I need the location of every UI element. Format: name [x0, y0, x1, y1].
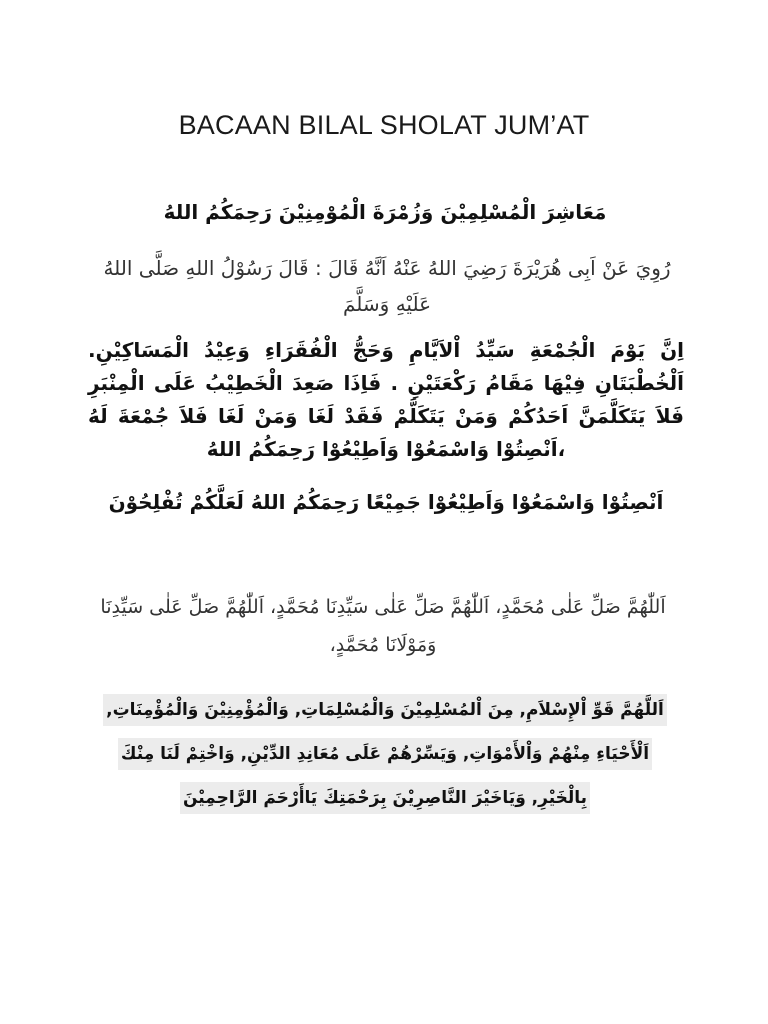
- shalawat-paragraph: اَللّٰهُمَّ صَلِّ عَلٰى مُحَمَّدٍ، اَللّٰهُمَّ صَلِّ عَلٰى سَيِّدِنَا مُحَمَّدٍ، اَللّٰهُمَّ صَلِّ عَلٰى سَيِّدِنَا وَمَوْلَانَا مُحَمَّدٍ،: [100, 596, 666, 656]
- doa-paragraph: [96, 688, 674, 820]
- document-title: BACAAN BILAL SHOLAT JUM’AT: [178, 110, 590, 140]
- closing-call-paragraph: اَنْصِتُوْا وَاسْمَعُوْا وَاَطِيْعُوْا جَمِيْعًا رَحِمَكُمُ اللهُ لَعَلَّكُمْ تُفْلِحُوْنَ: [108, 490, 664, 514]
- hadith-narration-paragraph: رُوِيَ عَنْ اَبِى هُرَيْرَةَ رَضِيَ اللهُ عَنْهُ اَنَّهُ قَالَ : قَالَ رَسُوْلُ اللهِ صَلَّى اللهُ عَلَيْهِ وَسَلَّمَ: [103, 256, 671, 316]
- doa-highlighted-text: اَللَّهُمَّ قَوِّ اْلإِسْلاَمِ, مِنَ اْلمُسْلِمِيْنَ وَالْمُسْلِمَاتِ, وَالْمُؤْمِنِيْنَ وَالْمُؤْمِنَاتِ, اَلْأَحْيَاءِ مِنْهُمْ وَاْلأَمْوَاتِ, وَيَسِّرْهُمْ عَلَى مُعَانِدِ الدِّيْنِ, وَاخْتِمْ لَنَا مِنْكَ بِالْخَيْرِ, وَيَاخَيْرَ النَّاصِرِيْنَ بِرَحْمَتِكَ يَاأَرْحَمَ الرَّاحِمِيْنَ: [103, 694, 667, 814]
- opening-call-paragraph: مَعَاشِرَ الْمُسْلِمِيْنَ وَزُمْرَةَ الْمُوْمِنِيْنَ رَحِمَكُمُ اللهُ: [163, 200, 607, 224]
- hadith-text-paragraph: اِنَّ يَوْمَ الْجُمْعَةِ سَيِّدُ اْلاَيَّامِ وَحَجُّ الْفُقَرَاءِ وَعِيْدُ الْمَسَاكِيْنِ. اَلْخُطْبَتَانِ فِيْهَا مَقَامُ رَكْعَتَيْنِ . فَاِذَا صَعِدَ الْخَطِيْبُ عَلَى الْمِنْبَرِ فَلاَ يَتَكَلَّمَنَّ اَحَدُكُمْ وَمَنْ يَتَكَلَّمْ فَقَدْ لَغَا وَمَنْ لَغَا فَلاَ جُمْعَةَ لَهُ ،اَنْصِتُوْا وَاسْمَعُوْا وَاَطِيْعُوْا رَحِمَكُمُ اللهُ: [88, 338, 684, 461]
